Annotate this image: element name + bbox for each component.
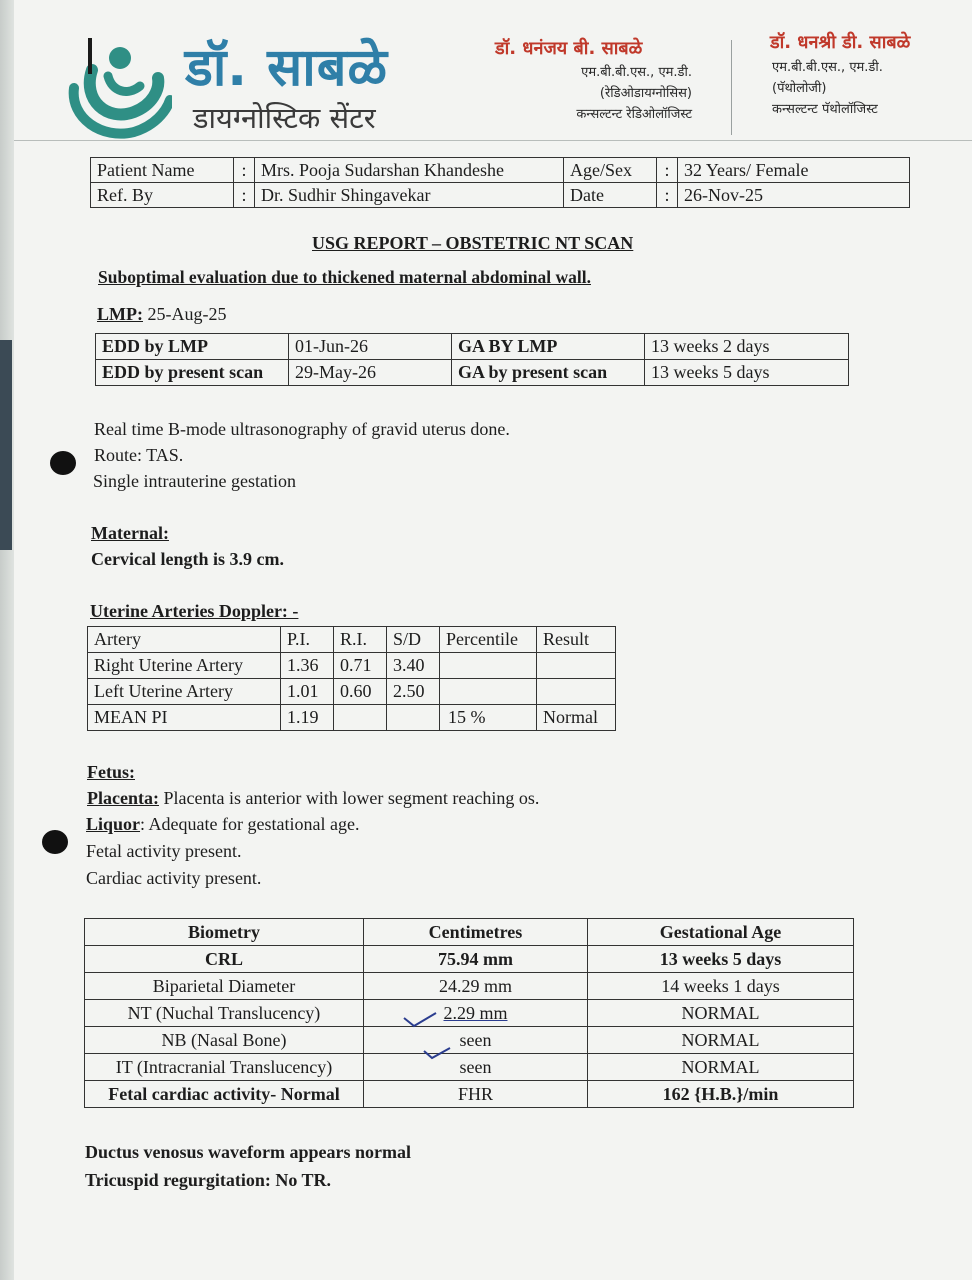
lmp-value: 25-Aug-25 (147, 304, 227, 324)
header-cell: Artery (88, 627, 281, 653)
colon: : (657, 183, 678, 208)
pen-tick-icon (402, 1010, 438, 1030)
edd-cell: 13 weeks 5 days (645, 360, 849, 386)
evaluation-note: Suboptimal evaluation due to thickened maternal abdominal wall. (98, 267, 591, 287)
punch-hole (42, 830, 68, 854)
ref-by-value: Dr. Sudhir Shingavekar (255, 183, 564, 208)
ref-by-label: Ref. By (91, 183, 234, 208)
table-row (88, 653, 616, 679)
header-cell: R.I. (334, 627, 387, 653)
biometry-cell: 162 {H.B.}/min (588, 1081, 854, 1108)
biometry-cell: 24.29 mm (364, 973, 588, 1000)
biometry-cell: Biparietal Diameter (85, 973, 364, 1000)
doppler-cell: Right Uterine Artery (88, 653, 281, 679)
doppler-cell: 0.71 (334, 653, 387, 679)
lmp-line (97, 304, 226, 325)
edd-cell: EDD by present scan (96, 360, 289, 386)
table-row (85, 1000, 854, 1027)
biometry-cell: CRL (85, 946, 364, 973)
punch-hole (50, 451, 76, 475)
maternal-heading: Maternal: (91, 523, 169, 543)
biometry-cell: IT (Intracranial Translucency) (85, 1054, 364, 1081)
edd-cell: 29-May-26 (289, 360, 452, 386)
report-title: USG REPORT – OBSTETRIC NT SCAN (312, 233, 634, 253)
clinic-logo-icon (62, 30, 172, 140)
finding-line: Single intrauterine gestation (93, 471, 296, 491)
biometry-cell: 2.29 mm (364, 1000, 588, 1027)
table-row (85, 1054, 854, 1081)
edd-cell: GA by present scan (452, 360, 645, 386)
age-sex-value: 32 Years/ Female (678, 158, 910, 183)
doppler-cell: Normal (537, 705, 616, 731)
doppler-cell: 1.36 (281, 653, 334, 679)
placenta-line (87, 788, 539, 809)
table-row (85, 919, 854, 946)
table-row (88, 705, 616, 731)
brand-subtitle: डायग्नोस्टिक सेंटर (193, 101, 376, 135)
cervical-length: Cervical length is 3.9 cm. (91, 549, 284, 569)
doctor2-degree: एम.बी.बी.एस., एम.डी. (772, 60, 883, 75)
lmp-label: LMP: (97, 304, 143, 324)
date-value: 26-Nov-25 (678, 183, 910, 208)
doppler-cell (537, 653, 616, 679)
doppler-cell (387, 705, 440, 731)
biometry-cell: NB (Nasal Bone) (85, 1027, 364, 1054)
patient-name-label: Patient Name (91, 158, 234, 183)
doppler-cell (440, 653, 537, 679)
biometry-cell: NORMAL (588, 1000, 854, 1027)
doppler-cell (440, 679, 537, 705)
biometry-table (84, 918, 854, 1108)
biometry-cell: NT (Nuchal Translucency) (85, 1000, 364, 1027)
doppler-cell: 1.19 (281, 705, 334, 731)
date-label: Date (564, 183, 657, 208)
ductus-venosus: Ductus venosus waveform appears normal (85, 1142, 411, 1162)
edd-cell: GA BY LMP (452, 334, 645, 360)
doppler-table (87, 626, 616, 731)
left-page-edge (0, 0, 14, 1280)
doppler-cell: Left Uterine Artery (88, 679, 281, 705)
patient-info-table (90, 157, 910, 208)
finding-line: Real time B-mode ultrasonography of gravid uterus done. (94, 419, 510, 439)
finding-line: Route: TAS. (94, 445, 184, 465)
table-row (88, 679, 616, 705)
cardiac-activity: Cardiac activity present. (86, 868, 262, 888)
doppler-cell: 3.40 (387, 653, 440, 679)
patient-name-value: Mrs. Pooja Sudarshan Khandeshe (255, 158, 564, 183)
edd-table (95, 333, 849, 386)
doppler-heading: Uterine Arteries Doppler: - (90, 601, 299, 621)
liquor-text: : Adequate for gestational age. (140, 814, 360, 834)
doppler-cell: 2.50 (387, 679, 440, 705)
header-divider (731, 40, 732, 135)
header-rule (14, 140, 972, 141)
header-cell: Percentile (440, 627, 537, 653)
header-cell: Gestational Age (588, 919, 854, 946)
biometry-cell: NORMAL (588, 1054, 854, 1081)
pen-tick-icon (422, 1045, 452, 1063)
header-cell: P.I. (281, 627, 334, 653)
liquor-line (86, 814, 359, 835)
doctor2-role: कन्सल्टन्ट पॅथोलॉजिस्ट (772, 102, 878, 117)
edd-cell: 13 weeks 2 days (645, 334, 849, 360)
table-row (85, 1027, 854, 1054)
biometry-cell: 13 weeks 5 days (588, 946, 854, 973)
doctor2-speciality: (पॅथोलोजी) (772, 81, 827, 96)
table-row (85, 1081, 854, 1108)
liquor-label: Liquor (86, 814, 141, 834)
colon: : (234, 158, 255, 183)
fetus-heading: Fetus: (87, 762, 135, 782)
header-cell: Result (537, 627, 616, 653)
doppler-cell: MEAN PI (88, 705, 281, 731)
doctor1-degree: एम.बी.बी.एस., एम.डी. (581, 65, 692, 80)
doppler-cell (334, 705, 387, 731)
brand-title: डॉ. साबळे (185, 38, 388, 98)
table-row (85, 973, 854, 1000)
biometry-cell: 75.94 mm (364, 946, 588, 973)
biometry-cell: seen (364, 1054, 588, 1081)
table-row (96, 360, 849, 386)
doctor1-name: डॉ. धनंजय बी. साबळे (495, 38, 643, 59)
doppler-cell: 1.01 (281, 679, 334, 705)
doppler-cell: 15 % (440, 705, 537, 731)
edd-cell: 01-Jun-26 (289, 334, 452, 360)
biometry-cell: Fetal cardiac activity- Normal (85, 1081, 364, 1108)
colon: : (657, 158, 678, 183)
placenta-label: Placenta: (87, 788, 159, 808)
tricuspid-regurgitation: Tricuspid regurgitation: No TR. (85, 1170, 332, 1190)
doppler-cell (537, 679, 616, 705)
age-sex-label: Age/Sex (564, 158, 657, 183)
fetal-activity: Fetal activity present. (86, 841, 242, 861)
header-cell: Centimetres (364, 919, 588, 946)
table-row (85, 946, 854, 973)
biometry-cell: FHR (364, 1081, 588, 1108)
doctor1-speciality: (रेडिओडायग्नोसिस) (599, 86, 692, 101)
colon: : (234, 183, 255, 208)
doctor1-role: कन्सल्टन्ट रेडिओलॉजिस्ट (576, 107, 692, 122)
edd-cell: EDD by LMP (96, 334, 289, 360)
header-cell: Biometry (85, 919, 364, 946)
header-cell: S/D (387, 627, 440, 653)
table-row (91, 183, 910, 208)
doctor2-name: डॉ. धनश्री डी. साबळे (770, 32, 911, 53)
table-row (96, 334, 849, 360)
biometry-cell: NORMAL (588, 1027, 854, 1054)
biometry-cell: 14 weeks 1 days (588, 973, 854, 1000)
table-row (88, 627, 616, 653)
biometry-cell: seen (364, 1027, 588, 1054)
doppler-cell: 0.60 (334, 679, 387, 705)
table-row (91, 158, 910, 183)
placenta-text: Placenta is anterior with lower segment reaching os. (158, 788, 540, 808)
